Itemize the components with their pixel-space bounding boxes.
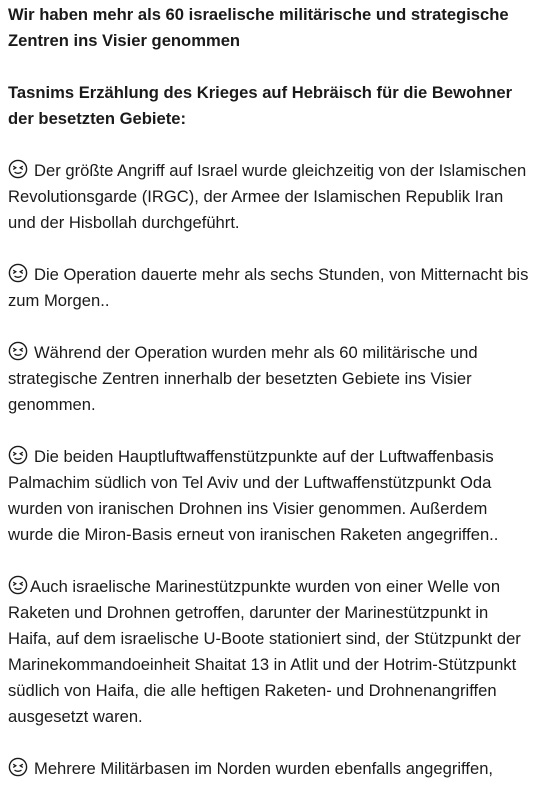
paragraph-text: Die beiden Hauptluftwaffenstützpunkte auf der Luftwaffenbasis Palmachim südlich von Tel Aviv und der Luftwaffenstützpunkt Oda wurden von iranischen Drohnen ins Visier genommen. Außerdem wurde die Miron-Basis erneut von iranischen Raketen angegriffen.. xyxy=(8,447,499,544)
paragraph-6 xyxy=(8,756,532,782)
paragraph-text: Auch israelische Marinestützpunkte wurden von einer Welle von Raketen und Drohnen getroffen, darunter der Marinestützpunkt in Haifa, auf dem israelische U-Boote stationiert sind, der Stützpunkt der Marinekommandoeinheit Shaitat 13 in Atlit und der Hotrim-Stützpunkt südlich von Haifa, die alle heftigen Raketen- und Drohnenangriffen ausgesetzt waren. xyxy=(8,577,521,726)
paragraph-text: Die Operation dauerte mehr als sechs Stunden, von Mitternacht bis zum Morgen.. xyxy=(8,265,529,310)
article-subtitle xyxy=(8,80,532,132)
dizzy-face-icon xyxy=(8,159,28,179)
paragraph-2 xyxy=(8,262,532,314)
dizzy-face-icon xyxy=(8,445,28,465)
paragraph-1 xyxy=(8,158,532,236)
paragraph-5 xyxy=(8,574,532,730)
dizzy-face-icon xyxy=(8,263,28,283)
title-text: Wir haben mehr als 60 israelische militärische und strategische Zentren ins Visier genommen xyxy=(8,5,509,50)
dizzy-face-icon xyxy=(8,575,28,595)
paragraph-text: Mehrere Militärbasen im Norden wurden ebenfalls angegriffen, xyxy=(34,759,494,778)
paragraph-3 xyxy=(8,340,532,418)
dizzy-face-icon xyxy=(8,341,28,361)
paragraph-text: Während der Operation wurden mehr als 60 militärische und strategische Zentren innerhalb der besetzten Gebiete ins Visier genommen. xyxy=(8,343,478,414)
article-title xyxy=(8,2,532,54)
subtitle-text: Tasnims Erzählung des Krieges auf Hebräisch für die Bewohner der besetzten Gebiete: xyxy=(8,83,513,128)
paragraph-4 xyxy=(8,444,532,548)
dizzy-face-icon xyxy=(8,757,28,777)
paragraph-text: Der größte Angriff auf Israel wurde gleichzeitig von der Islamischen Revolutionsgarde (IRGC), der Armee der Islamischen Republik Iran und der Hisbollah durchgeführt. xyxy=(8,161,527,232)
